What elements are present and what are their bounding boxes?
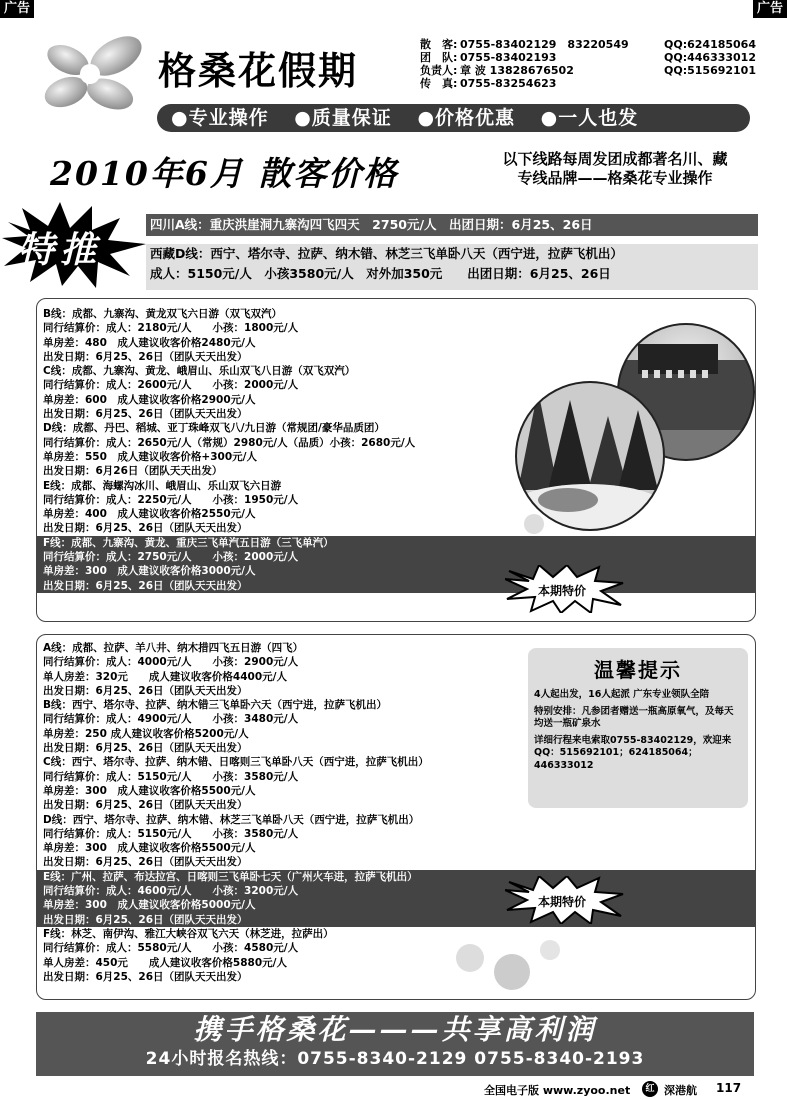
route-detail: 单房差：300 成人建议收客价格5500元/人 [43, 842, 256, 855]
brand-name: 格桑花假期 [158, 48, 359, 93]
route-detail: 同行结算价：成人：5150元/人 小孩：3580元/人 [43, 770, 299, 783]
route-detail: 出发日期：6月25、26日（团队天天出发） [37, 579, 755, 593]
decorative-dots [450, 932, 570, 998]
contact-row: 负责人: 章 波 13828676502 QQ:515692101 [420, 64, 756, 77]
route-detail: 单房差：300 成人建议收客价格5000元/人 [37, 898, 755, 912]
route-detail: 同行结算价：成人：5150元/人 小孩：3580元/人 [43, 827, 299, 840]
page-number: 117 [716, 1081, 742, 1095]
travel-photo-circles [508, 320, 758, 540]
route-title: E线：成都、海螺沟冰川、峨眉山、乐山双飞六日游 [43, 479, 282, 492]
route-detail: 单房差：550 成人建议收客价格+300元/人 [43, 450, 257, 463]
route-title: A线：成都、拉萨、羊八井、纳木措四飞五日游（四飞） [43, 642, 304, 654]
route-detail: 单房差：480 成人建议收客价格2480元/人 [43, 336, 256, 349]
route-detail: 同行结算价：成人：4600元/人 小孩：3200元/人 [37, 884, 755, 898]
flower-logo-icon [38, 28, 148, 116]
special-badge: 特推 [18, 229, 103, 271]
contact-block [420, 38, 780, 90]
route-detail: 出发日期：6月25、26日（团队天天出发） [43, 799, 248, 812]
route-detail: 同行结算价：成人：4000元/人 小孩：2900元/人 [43, 656, 299, 669]
route-detail: 单房差：400 成人建议收客价格2550元/人 [43, 508, 256, 521]
route-detail: 单房差：300 成人建议收客价格3000元/人 [37, 564, 755, 578]
feature-item: ●专业操作 [171, 107, 269, 129]
footer-hotline: 24小时报名热线：0755-8340-2129 0755-8340-2193 [145, 1049, 645, 1069]
feature-item: ●一人也发 [540, 107, 639, 129]
ad-tag-right: 广告 [753, 0, 787, 18]
contact-row: 传 真: 0755-83254623 [420, 77, 557, 90]
tips-body: 4人起出发，16人起派 广东专业领队全陪 特别安排：凡参团者赠送一瓶高原氧气，及每天均送一瓶矿泉水 详细行程来电索取0755-83402129，欢迎来 QQ：515692101；624185064；446333012 [534, 689, 734, 771]
route-detail: 单人房差：320元 成人建议收客价格4400元/人 [43, 670, 287, 683]
route-detail: 单房差：250 成人建议收客价格5200元/人 [43, 727, 249, 740]
footer-slogan: 携手格桑花———共享高利润 [193, 1013, 597, 1046]
special-line-d: 西藏D线：西宁、塔尔寺、拉萨、纳木错、林芝三飞单卧八天（西宁进，拉萨飞机出） 成人：5150元/人 小孩3580元/人 对外加350元 出团日期：6月25、26日 [146, 244, 758, 290]
route-detail: 出发日期：6月25、26日（团队天天出发） [43, 522, 248, 535]
route-detail: 同行结算价：成人：2650元/人（常规）2980元/人（品质）小孩：2680元/人 [43, 436, 416, 449]
sale-burst-label: 本期特价 [538, 584, 587, 598]
route-detail: 同行结算价：成人：4900元/人 小孩：3480元/人 [43, 713, 299, 726]
route-detail: F线：成都、九寨沟、黄龙、重庆三飞单汽五日游（三飞单汽） [37, 536, 755, 550]
special-line-a: 四川A线：重庆洪崖洞九寨沟四飞四天 2750元/人 出团日期：6月25、26日 [146, 214, 758, 236]
brand-mark-icon: 红 [642, 1081, 658, 1097]
feature-item: ●质量保证 [294, 107, 392, 129]
route-title: B线：西宁、塔尔寺、拉萨、纳木错三飞单卧六天（西宁进，拉萨飞机出） [43, 699, 388, 712]
route-title: C线：成都、九寨沟、黄龙、峨眉山、乐山双飞八日游（双飞双汽） [43, 365, 356, 378]
tips-box [528, 648, 748, 808]
contact-row: 散 客: 0755-83402129 83220549 QQ:624185064 [420, 38, 756, 51]
route-detail: 出发日期：6月26日（团队天天出发） [43, 465, 223, 478]
route-detail: 出发日期：6月25、26日（团队天天出发） [43, 742, 248, 755]
route-detail: 单人房差：450元 成人建议收客价格5880元/人 [43, 956, 287, 969]
tips-title: 温馨提示 [594, 658, 682, 682]
route-detail: 单房差：300 成人建议收客价格5500元/人 [43, 784, 256, 797]
feature-item: ●价格优惠 [417, 107, 516, 129]
bottom-brand: 深港航 [664, 1084, 697, 1097]
route-detail: 同行结算价：成人：2180元/人 小孩：1800元/人 [43, 322, 299, 335]
route-detail: 同行结算价：成人：2600元/人 小孩：2000元/人 [43, 379, 299, 392]
route-detail: 同行结算价：成人：2750元/人 小孩：2000元/人 [37, 550, 755, 564]
headline: 2010年6月 散客价格 [50, 154, 399, 193]
route-title: D线：西宁、塔尔寺、拉萨、纳木错、林芝三飞单卧八天（西宁进，拉萨飞机出） [43, 813, 420, 826]
route-detail: 出发日期：6月25、26日（团队天天出发） [43, 350, 248, 363]
contact-row: 团 队: 0755-83402193 QQ:446333012 [420, 51, 756, 64]
slogan: 以下线路每周发团成都著名川、藏 专线品牌——格桑花专业操作 [502, 150, 728, 187]
route-detail: 出发日期：6月25、26日（团队天天出发） [43, 684, 248, 697]
route-detail: E线：广州、拉萨、布达拉宫、日喀则三飞单卧七天（广州火车进，拉萨飞机出） [37, 870, 755, 884]
bottom-site: 全国电子版 www.zyoo.net [484, 1084, 631, 1097]
route-detail: 同行结算价：成人：2250元/人 小孩：1950元/人 [43, 493, 299, 506]
footer-banner [36, 1012, 754, 1076]
route-title: D线：成都、丹巴、稻城、亚丁珠峰双飞八/九日游（常规团/豪华品质团） [43, 422, 385, 435]
sale-burst-label: 本期特价 [538, 895, 587, 909]
route-detail: 出发日期：6月25、26日（团队天天出发） [37, 913, 755, 927]
route-detail: 出发日期：6月25、26日（团队天天出发） [43, 408, 248, 421]
route-detail: 单房差：600 成人建议收客价格2900元/人 [43, 393, 256, 406]
ad-tag-left: 广告 [0, 0, 34, 18]
route-detail: 出发日期：6月25、26日（团队天天出发） [43, 970, 248, 983]
route-title: C线：西宁、塔尔寺、拉萨、纳木错、日喀则三飞单卧八天（西宁进，拉萨飞机出） [43, 756, 429, 769]
route-title: B线：成都、九寨沟、黄龙双飞六日游（双飞双汽） [43, 308, 283, 320]
route-detail: 出发日期：6月25、26日（团队天天出发） [43, 856, 248, 869]
feature-bar [157, 104, 750, 132]
route-detail: 同行结算价：成人：5580元/人 小孩：4580元/人 [43, 942, 299, 955]
route-title: F线：林芝、南伊沟、雅江大峡谷双飞六天（林芝进，拉萨出） [43, 927, 334, 940]
